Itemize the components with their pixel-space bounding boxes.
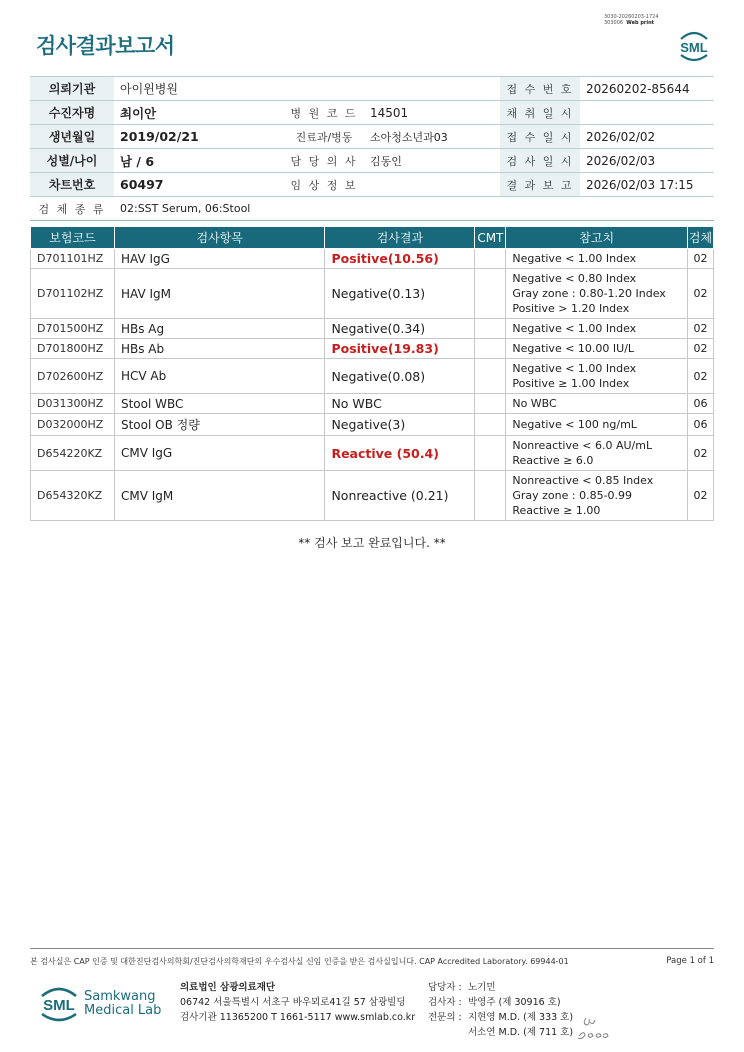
specimen-cell: 02 [688, 269, 714, 319]
results-header-row [31, 227, 714, 249]
staff-name: 노기민 [468, 982, 496, 993]
abnormal-result-cell: Positive(10.56) [325, 249, 475, 269]
value-specimen-type: 02:SST Serum, 06:Stool [114, 197, 714, 221]
brand-line2: Medical Lab [84, 1003, 162, 1018]
staff-name: 지현영 M.D. (제 333 호) [468, 1012, 574, 1023]
sml-logo [675, 25, 713, 65]
result-cell: Negative(0.08) [325, 359, 475, 394]
value-receipt-date: 2026/02/02 [580, 125, 714, 149]
reference-line: Negative < 0.80 Index [512, 272, 637, 285]
label-chart-number: 차트번호 [30, 173, 114, 197]
result-row [31, 394, 714, 414]
label-birth-date: 생년월일 [30, 125, 114, 149]
patient-row [30, 77, 714, 101]
staff-row [428, 980, 573, 995]
reference-range-cell [506, 414, 688, 436]
label-attending-physician: 담 당 의 사 [284, 149, 364, 173]
staff-list [428, 980, 573, 1040]
result-cell: No WBC [325, 394, 475, 414]
value-test-date: 2026/02/03 [580, 149, 714, 173]
label-accession-number: 접 수 번 호 [500, 77, 580, 101]
insurance-code-cell: D701101HZ [31, 249, 115, 269]
patient-row [30, 173, 714, 197]
header-test-result: 검사결과 [325, 227, 475, 249]
organization-name: 의료법인 삼광의료재단 [180, 982, 276, 993]
cmt-cell [475, 394, 506, 414]
sml-footer-logo-text: SML [43, 997, 75, 1014]
reference-range-cell [506, 436, 688, 471]
patient-row [30, 197, 714, 221]
specimen-cell: 06 [688, 414, 714, 436]
reference-line: Nonreactive < 6.0 AU/mL [512, 439, 653, 452]
value-collection-date [580, 101, 714, 125]
reference-range-cell [506, 339, 688, 359]
results-table [30, 226, 714, 521]
sml-footer-logo [36, 980, 82, 1026]
cmt-cell [475, 319, 506, 339]
reference-line: Gray zone : 0.85-0.99 [512, 489, 633, 502]
reference-range-cell [506, 269, 688, 319]
organization-contact: 검사기관 11365200 T 1661-5117 www.smlab.co.kr [180, 1012, 416, 1023]
reference-range-cell [506, 359, 688, 394]
test-item-cell: HAV IgG [114, 249, 324, 269]
specimen-cell: 02 [688, 319, 714, 339]
value-sex-age: 남 / 6 [114, 149, 284, 173]
patient-row [30, 101, 714, 125]
label-receipt-date: 접 수 일 시 [500, 125, 580, 149]
result-row [31, 436, 714, 471]
reference-line: Negative < 1.00 Index [512, 322, 637, 335]
cmt-cell [475, 436, 506, 471]
patient-row [30, 125, 714, 149]
result-row [31, 339, 714, 359]
staff-row [428, 995, 573, 1010]
reference-range-cell [506, 394, 688, 414]
value-department: 소아청소년과03 [364, 125, 500, 149]
specimen-cell: 06 [688, 394, 714, 414]
insurance-code-cell: D701500HZ [31, 319, 115, 339]
report-complete-note: ** 검사 보고 완료입니다. ** [298, 536, 446, 550]
result-cell: Negative(3) [325, 414, 475, 436]
print-code-line1: 3030-20260203-1724 [604, 14, 659, 20]
test-item-cell: CMV IgG [114, 436, 324, 471]
reference-line: Reactive ≥ 1.00 [512, 504, 601, 517]
label-referring-institution: 의뢰기관 [30, 77, 114, 101]
reference-line: Negative < 10.00 IU/L [512, 342, 635, 355]
value-clinical-info [364, 173, 500, 197]
patient-info-table [30, 76, 714, 221]
report-title: 검사결과보고서 [36, 34, 175, 58]
abnormal-result-cell: Positive(19.83) [325, 339, 475, 359]
value-result-report: 2026/02/03 17:15 [580, 173, 714, 197]
reference-line: Gray zone : 0.80-1.20 Index [512, 287, 666, 300]
test-item-cell: Stool WBC [114, 394, 324, 414]
value-accession-number: 20260202-85644 [580, 77, 714, 101]
organization-info [180, 980, 415, 1025]
signature-image [576, 1010, 610, 1042]
specimen-cell: 02 [688, 359, 714, 394]
specimen-cell: 02 [688, 249, 714, 269]
test-item-cell: HAV IgM [114, 269, 324, 319]
label-clinical-info: 임 상 정 보 [284, 173, 364, 197]
header-specimen: 검체 [688, 227, 714, 249]
header-test-item: 검사항목 [114, 227, 324, 249]
result-row [31, 359, 714, 394]
patient-row [30, 149, 714, 173]
value-referring-institution: 아이윈병원 [114, 77, 500, 101]
brand-name [84, 990, 161, 1018]
reference-line: Positive > 1.20 Index [512, 302, 630, 315]
insurance-code-cell: D701102HZ [31, 269, 115, 319]
web-print-label: Web print [626, 20, 655, 26]
staff-row [428, 1010, 573, 1025]
reference-line: Negative < 1.00 Index [512, 362, 637, 375]
label-department: 진료과/병동 [284, 125, 364, 149]
reference-range-cell [506, 471, 688, 521]
cmt-cell [475, 471, 506, 521]
insurance-code-cell: D702600HZ [31, 359, 115, 394]
label-result-report: 결 과 보 고 [500, 173, 580, 197]
value-birth-date: 2019/02/21 [114, 125, 284, 149]
insurance-code-cell: D032000HZ [31, 414, 115, 436]
staff-role: 담당자 : [428, 982, 462, 993]
result-cell: Negative(0.34) [325, 319, 475, 339]
test-item-cell: CMV IgM [114, 471, 324, 521]
result-row [31, 319, 714, 339]
insurance-code-cell: D654220KZ [31, 436, 115, 471]
print-code [604, 14, 659, 26]
value-patient-name: 최이안 [114, 101, 284, 125]
staff-row [428, 1025, 573, 1040]
result-cell: Negative(0.13) [325, 269, 475, 319]
specimen-cell: 02 [688, 471, 714, 521]
staff-role [428, 1025, 468, 1040]
test-item-cell: HBs Ab [114, 339, 324, 359]
reference-line: Nonreactive < 0.85 Index [512, 474, 654, 487]
result-cell: Nonreactive (0.21) [325, 471, 475, 521]
insurance-code-cell: D654320KZ [31, 471, 115, 521]
label-test-date: 검 사 일 시 [500, 149, 580, 173]
header-reference-range: 참고치 [506, 227, 688, 249]
reference-line: No WBC [512, 397, 557, 410]
cmt-cell [475, 249, 506, 269]
abnormal-result-cell: Reactive (50.4) [325, 436, 475, 471]
value-hospital-code: 14501 [364, 101, 500, 125]
specimen-cell: 02 [688, 436, 714, 471]
specimen-cell: 02 [688, 339, 714, 359]
reference-line: Negative < 100 ng/mL [512, 418, 637, 431]
insurance-code-cell: D701800HZ [31, 339, 115, 359]
insurance-code-cell: D031300HZ [31, 394, 115, 414]
header-insurance-code: 보험코드 [31, 227, 115, 249]
label-patient-name: 수진자명 [30, 101, 114, 125]
brand-line1: Samkwang [84, 989, 156, 1004]
value-attending-physician: 김동인 [364, 149, 500, 173]
value-chart-number: 60497 [114, 173, 284, 197]
sml-logo-text: SML [680, 40, 708, 55]
reference-line: Reactive ≥ 6.0 [512, 454, 594, 467]
test-item-cell: Stool OB 정량 [114, 414, 324, 436]
reference-line: Positive ≥ 1.00 Index [512, 377, 630, 390]
cmt-cell [475, 339, 506, 359]
accreditation-note: 본 검사실은 CAP 인증 및 대한진단검사의학회/진단검사의학재단의 우수검사실 신임 인증을 받은 검사실입니다. CAP Accredited Laboratory. 69944-01 [30, 957, 569, 966]
label-sex-age: 성별/나이 [30, 149, 114, 173]
reference-range-cell [506, 249, 688, 269]
result-row [31, 269, 714, 319]
staff-name: 박영주 (제 30916 호) [468, 997, 561, 1008]
result-row [31, 249, 714, 269]
organization-address: 06742 서울특별시 서초구 바우뫼로41길 57 삼광빌딩 [180, 997, 406, 1008]
label-hospital-code: 병 원 코 드 [284, 101, 364, 125]
cmt-cell [475, 269, 506, 319]
reference-range-cell [506, 319, 688, 339]
staff-role: 검사자 : [428, 997, 462, 1008]
result-row [31, 471, 714, 521]
page-number: Page 1 of 1 [666, 956, 714, 966]
staff-name: 서소연 M.D. (제 711 호) [468, 1027, 574, 1038]
cmt-cell [475, 359, 506, 394]
test-item-cell: HBs Ag [114, 319, 324, 339]
test-item-cell: HCV Ab [114, 359, 324, 394]
print-code-line2: 303006 [604, 20, 624, 26]
staff-role: 전문의 : [428, 1012, 462, 1023]
footer-divider [30, 948, 714, 949]
header-cmt: CMT [475, 227, 506, 249]
cmt-cell [475, 414, 506, 436]
label-collection-date: 채 취 일 시 [500, 101, 580, 125]
label-specimen-type: 검 체 종 류 [30, 197, 114, 221]
result-row [31, 414, 714, 436]
reference-line: Negative < 1.00 Index [512, 252, 637, 265]
